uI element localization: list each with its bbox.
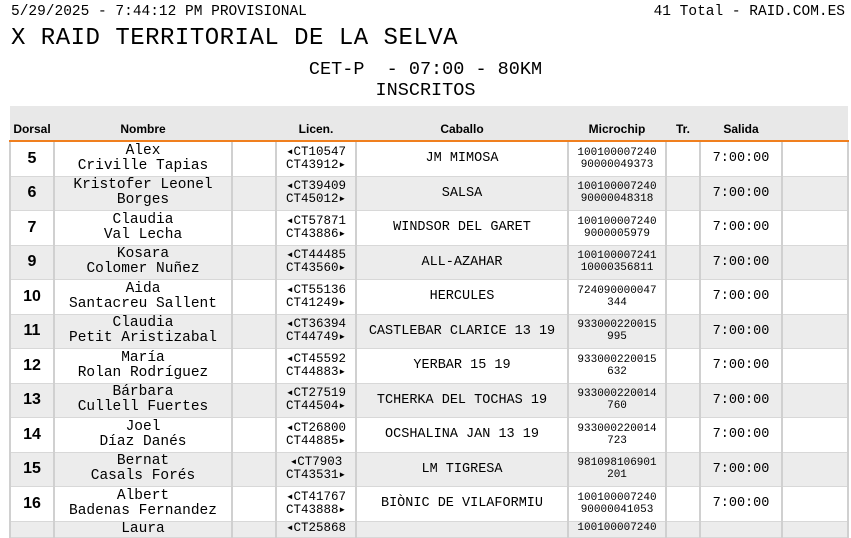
entries-table <box>9 106 849 538</box>
cell-dorsal: 11 <box>10 314 54 349</box>
rider-license: ◂CT44485 <box>285 248 347 263</box>
cell-licen <box>276 521 356 537</box>
report-header-line <box>11 4 845 20</box>
table-header-row <box>10 106 848 141</box>
rider-last-name: Casals Forés <box>90 468 196 485</box>
cell-extra <box>782 245 848 280</box>
cell-salida: 7:00:00 <box>700 487 782 522</box>
cell-tr <box>666 314 700 349</box>
cell-nombre <box>54 418 232 453</box>
cell-extra <box>782 280 848 315</box>
microchip-line-2: 10000356811 <box>580 262 654 275</box>
table-row <box>10 314 848 349</box>
table-row <box>10 141 848 176</box>
cell-salida: 7:00:00 <box>700 245 782 280</box>
cell-caballo: TCHERKA DEL TOCHAS 19 <box>356 383 568 418</box>
cell-nombre <box>54 383 232 418</box>
horse-license: CT43531▸ <box>285 468 347 483</box>
rider-first-name: Alex <box>125 142 161 159</box>
horse-license: CT45012▸ <box>285 192 347 207</box>
rider-license: ◂CT10547 <box>285 144 347 159</box>
rider-first-name: Kosara <box>116 246 170 263</box>
cell-salida: 7:00:00 <box>700 141 782 176</box>
microchip-line-1: 100100007240 <box>577 491 657 504</box>
cell-salida: 7:00:00 <box>700 383 782 418</box>
cell-tr <box>666 245 700 280</box>
rider-last-name: Petit Aristizabal <box>69 330 217 347</box>
cell-dorsal: 9 <box>10 245 54 280</box>
col-header-tr: Tr. <box>666 106 700 141</box>
cell-caballo: LM TIGRESA <box>356 452 568 487</box>
microchip-line-1: 933000220015 <box>577 319 657 332</box>
cell-tr <box>666 141 700 176</box>
cell-licen <box>276 452 356 487</box>
table-row <box>10 487 848 522</box>
microchip-line-1: 100100007240 <box>577 521 657 534</box>
rider-first-name: Bernat <box>116 453 170 470</box>
rider-last-name: Santacreu Sallent <box>69 295 217 312</box>
cell-licen <box>276 418 356 453</box>
table-row <box>10 349 848 384</box>
cell-extra <box>782 383 848 418</box>
table-row <box>10 176 848 211</box>
table-body <box>10 141 848 537</box>
cell-microchip <box>568 487 666 522</box>
cell-salida: 7:00:00 <box>700 349 782 384</box>
table-row <box>10 280 848 315</box>
microchip-line-2: 90000041053 <box>580 503 654 516</box>
horse-license: CT43560▸ <box>285 261 347 276</box>
cell-tr <box>666 452 700 487</box>
microchip-line-2: 723 <box>607 434 627 447</box>
cell-caballo: CASTLEBAR CLARICE 13 19 <box>356 314 568 349</box>
rider-first-name: Kristofer Leonel <box>73 177 213 194</box>
rider-license: ◂CT26800 <box>285 420 347 435</box>
cell-spacer <box>232 383 276 418</box>
cell-nombre <box>54 349 232 384</box>
cell-tr <box>666 349 700 384</box>
rider-last-name: Díaz Danés <box>99 433 187 450</box>
rider-license: ◂CT55136 <box>285 282 347 297</box>
cell-nombre <box>54 314 232 349</box>
rider-last-name: Criville Tapias <box>77 157 209 174</box>
table-row <box>10 452 848 487</box>
microchip-line-2: 632 <box>607 365 627 378</box>
microchip-line-2: 201 <box>607 469 627 482</box>
cell-salida: 7:00:00 <box>700 176 782 211</box>
microchip-line-1: 981098106901 <box>577 457 657 470</box>
report-timestamp: 5/29/2025 - 7:44:12 PM PROVISIONAL <box>11 4 307 20</box>
rider-first-name: Aida <box>125 280 161 297</box>
cell-dorsal <box>10 521 54 537</box>
horse-license: CT43888▸ <box>285 502 347 517</box>
cell-extra <box>782 349 848 384</box>
rider-license: ◂CT39409 <box>285 179 347 194</box>
col-header-nombre: Nombre <box>54 106 232 141</box>
table-row <box>10 245 848 280</box>
cell-nombre <box>54 280 232 315</box>
cell-dorsal: 15 <box>10 452 54 487</box>
rider-last-name: Cullell Fuertes <box>77 399 209 416</box>
rider-last-name: Colomer Nuñez <box>86 261 200 278</box>
cell-licen <box>276 280 356 315</box>
cell-microchip <box>568 280 666 315</box>
cell-microchip <box>568 521 666 537</box>
microchip-line-1: 100100007240 <box>577 146 657 159</box>
cell-licen <box>276 245 356 280</box>
cell-caballo: JM MIMOSA <box>356 141 568 176</box>
cell-salida: 7:00:00 <box>700 418 782 453</box>
table-row <box>10 211 848 246</box>
table-row <box>10 383 848 418</box>
cell-spacer <box>232 314 276 349</box>
cell-dorsal: 10 <box>10 280 54 315</box>
rider-last-name: Badenas Fernandez <box>69 502 217 519</box>
page-title: X RAID TERRITORIAL DE LA SELVA <box>11 25 459 52</box>
microchip-line-2: 344 <box>607 296 627 309</box>
microchip-line-1: 933000220014 <box>577 388 657 401</box>
rider-first-name: Claudia <box>112 211 174 228</box>
cell-licen <box>276 383 356 418</box>
rider-first-name: Laura <box>121 521 165 537</box>
horse-license: CT41249▸ <box>285 295 347 310</box>
horse-license: CT43886▸ <box>285 226 347 241</box>
cell-caballo: HERCULES <box>356 280 568 315</box>
col-header-dorsal: Dorsal <box>10 106 54 141</box>
cell-extra <box>782 521 848 537</box>
horse-license: CT44749▸ <box>285 330 347 345</box>
cell-microchip <box>568 383 666 418</box>
cell-spacer <box>232 521 276 537</box>
cell-licen <box>276 349 356 384</box>
category-subtitle: CET-P - 07:00 - 80KM <box>308 59 543 80</box>
microchip-line-2: 90000048318 <box>580 193 654 206</box>
cell-extra <box>782 418 848 453</box>
cell-licen <box>276 141 356 176</box>
rider-first-name: Claudia <box>112 315 174 332</box>
rider-first-name: Joel <box>125 418 161 435</box>
microchip-line-1: 933000220015 <box>577 353 657 366</box>
microchip-line-2: 9000005979 <box>583 227 650 240</box>
cell-microchip <box>568 452 666 487</box>
col-header-salida: Salida <box>700 106 782 141</box>
cell-caballo: ALL-AZAHAR <box>356 245 568 280</box>
horse-license: CT43912▸ <box>285 157 347 172</box>
horse-license: CT44504▸ <box>285 399 347 414</box>
cell-nombre <box>54 141 232 176</box>
cell-nombre <box>54 452 232 487</box>
cell-spacer <box>232 176 276 211</box>
cell-spacer <box>232 349 276 384</box>
cell-microchip <box>568 211 666 246</box>
cell-salida: 7:00:00 <box>700 314 782 349</box>
rider-first-name: María <box>121 349 165 366</box>
section-title: INSCRITOS <box>375 80 476 101</box>
microchip-line-2: 995 <box>607 331 627 344</box>
microchip-line-1: 724090000047 <box>577 284 657 297</box>
cell-microchip <box>568 141 666 176</box>
cell-tr <box>666 418 700 453</box>
cell-spacer <box>232 280 276 315</box>
col-header-licen: Licen. <box>276 106 356 141</box>
cell-salida <box>700 521 782 537</box>
cell-nombre <box>54 245 232 280</box>
rider-last-name: Rolan Rodríguez <box>77 364 209 381</box>
cell-tr <box>666 211 700 246</box>
horse-license: CT44885▸ <box>285 433 347 448</box>
cell-salida: 7:00:00 <box>700 211 782 246</box>
cell-spacer <box>232 245 276 280</box>
microchip-line-1: 100100007240 <box>577 181 657 194</box>
cell-tr <box>666 176 700 211</box>
cell-caballo: BIÒNIC DE VILAFORMIU <box>356 487 568 522</box>
horse-license: CT44883▸ <box>285 364 347 379</box>
cell-licen <box>276 487 356 522</box>
cell-extra <box>782 314 848 349</box>
rider-license: ◂CT25868 <box>285 521 347 535</box>
rider-first-name: Albert <box>116 487 170 504</box>
cell-microchip <box>568 176 666 211</box>
col-header-microchip: Microchip <box>568 106 666 141</box>
cell-dorsal: 7 <box>10 211 54 246</box>
cell-nombre <box>54 176 232 211</box>
cell-spacer <box>232 418 276 453</box>
cell-salida: 7:00:00 <box>700 280 782 315</box>
rider-license: ◂CT36394 <box>285 317 347 332</box>
cell-salida: 7:00:00 <box>700 452 782 487</box>
cell-dorsal: 13 <box>10 383 54 418</box>
cell-caballo: OCSHALINA JAN 13 19 <box>356 418 568 453</box>
microchip-line-2: 90000049373 <box>580 158 654 171</box>
cell-microchip <box>568 314 666 349</box>
cell-extra <box>782 211 848 246</box>
cell-extra <box>782 452 848 487</box>
col-header-caballo: Caballo <box>356 106 568 141</box>
cell-tr <box>666 280 700 315</box>
cell-extra <box>782 487 848 522</box>
cell-caballo: YERBAR 15 19 <box>356 349 568 384</box>
cell-caballo <box>356 521 568 537</box>
rider-license: ◂CT41767 <box>285 489 347 504</box>
cell-dorsal: 12 <box>10 349 54 384</box>
cell-dorsal: 6 <box>10 176 54 211</box>
cell-microchip <box>568 245 666 280</box>
col-header-extra <box>782 106 848 141</box>
cell-nombre <box>54 521 232 537</box>
cell-nombre <box>54 211 232 246</box>
cell-nombre <box>54 487 232 522</box>
cell-caballo: SALSA <box>356 176 568 211</box>
cell-dorsal: 14 <box>10 418 54 453</box>
rider-license: ◂CT45592 <box>285 351 347 366</box>
rider-first-name: Bárbara <box>112 384 174 401</box>
col-header-spacer <box>232 106 276 141</box>
microchip-line-1: 100100007241 <box>577 250 657 263</box>
microchip-line-1: 100100007240 <box>577 215 657 228</box>
cell-spacer <box>232 452 276 487</box>
cell-caballo: WINDSOR DEL GARET <box>356 211 568 246</box>
cell-licen <box>276 176 356 211</box>
microchip-line-1: 933000220014 <box>577 422 657 435</box>
cell-tr <box>666 383 700 418</box>
microchip-line-2: 760 <box>607 400 627 413</box>
cell-tr <box>666 521 700 537</box>
rider-license: ◂CT57871 <box>285 213 347 228</box>
cell-spacer <box>232 487 276 522</box>
report-total: 41 Total - RAID.COM.ES <box>653 4 845 20</box>
cell-extra <box>782 176 848 211</box>
cell-licen <box>276 211 356 246</box>
cell-microchip <box>568 418 666 453</box>
cell-dorsal: 16 <box>10 487 54 522</box>
cell-tr <box>666 487 700 522</box>
rider-license: ◂CT7903 <box>289 455 343 470</box>
cell-dorsal: 5 <box>10 141 54 176</box>
rider-license: ◂CT27519 <box>285 386 347 401</box>
cell-spacer <box>232 211 276 246</box>
cell-licen <box>276 314 356 349</box>
rider-last-name: Borges <box>116 192 170 209</box>
rider-last-name: Val Lecha <box>103 226 183 243</box>
table-row <box>10 521 848 537</box>
cell-spacer <box>232 141 276 176</box>
cell-microchip <box>568 349 666 384</box>
table-row <box>10 418 848 453</box>
cell-extra <box>782 141 848 176</box>
